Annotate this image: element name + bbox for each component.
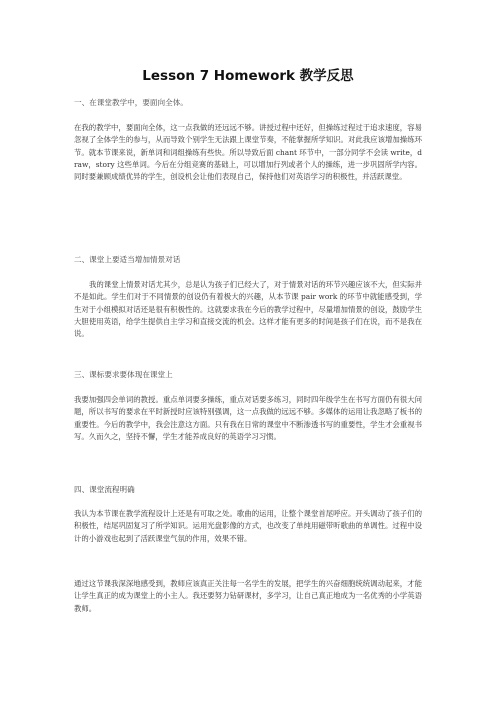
section-heading-1: 一、在课堂教学中，要面向全体。 (74, 98, 188, 107)
section-2-paragraph-1: 我的课堂上情景对话尤其少，总是认为孩子们已经大了，对于情景对话的环节兴趣应该不大，但实际并不是如此。学生们对于不同情景的创设仍有着极大的兴趣，从本节课 pair work 的环节中就能感受到，学生对于小组模拟对话还是很有积极性的。这就要求我在今后的教学过程中，尽量增加情景的创设，鼓励学生大胆使用英语，给学生提供自主学习和直接交流的机会。这样才能有更多的时间是孩子们在说，而不是我在说。 (74, 280, 422, 339)
section-4-paragraph-2: 通过这节课我深深地感受到，教师应该真正关注每一名学生的发展，把学生的兴奋细胞统统调动起来，才能让学生真正的成为课堂上的小主人。我还要努力钻研课材，多学习，让自己真正地成为一名优秀的小学英语教师。 (74, 579, 422, 613)
section-heading-4: 四、课堂流程明确 (74, 485, 135, 494)
section-heading-2: 二、课堂上要适当增加情景对话 (74, 255, 181, 264)
page-title: Lesson 7 Homework 教学反思 (142, 68, 354, 84)
section-4-paragraph-1: 我认为本节课在教学流程设计上还是有可取之处。歌曲的运用，让整个课堂首尾呼应。开头调动了孩子们的积极性，结尾巩固复习了所学知识。运用光盘影像的方式，也改变了单纯用磁带听歌曲的单调性。过程中设计的小游戏也起到了活跃课堂气氛的作用，效果不错。 (74, 509, 422, 543)
section-heading-3: 三、课标要求要体现在课堂上 (74, 370, 173, 379)
section-3-paragraph-1: 我要加强四会单词的教授。重点单词要多操练，重点对话要多练习，同时四年级学生在书写方面仍有很大问题，所以书写的要求在平时新授时应该特别强调，这一点我做的远远不够。多媒体的运用让我忽略了板书的重要性。今后的教学中，我会注意这方面。只有我在日常的课堂中不断渗透书写的重要性，学生才会重视书写。久而久之，坚持不懈，学生才能养成良好的英语学习习惯。 (74, 395, 422, 441)
section-1-paragraph-1: 在我的教学中，要面向全体，这一点我做的还远远不够。讲授过程中还好，但操练过程过于追求速度，容易忽视了全体学生的参与，从而导致个别学生无法跟上课堂节奏，不能掌握所学知识。对此我应该增加操练环节。就本节课来说，新单词和词组操练有些快。所以导致后面 chant 环节中，一部分同学不会读 write，draw，story 这些单词。今后在分组竞赛的基础上，可以增加行列或者个人的操练，进一步巩固所学内容。同时要兼顾成绩优异的学生，创设机会让他们表现自己，保持他们对英语学习的积极性，并活跃课堂。 (74, 123, 423, 182)
